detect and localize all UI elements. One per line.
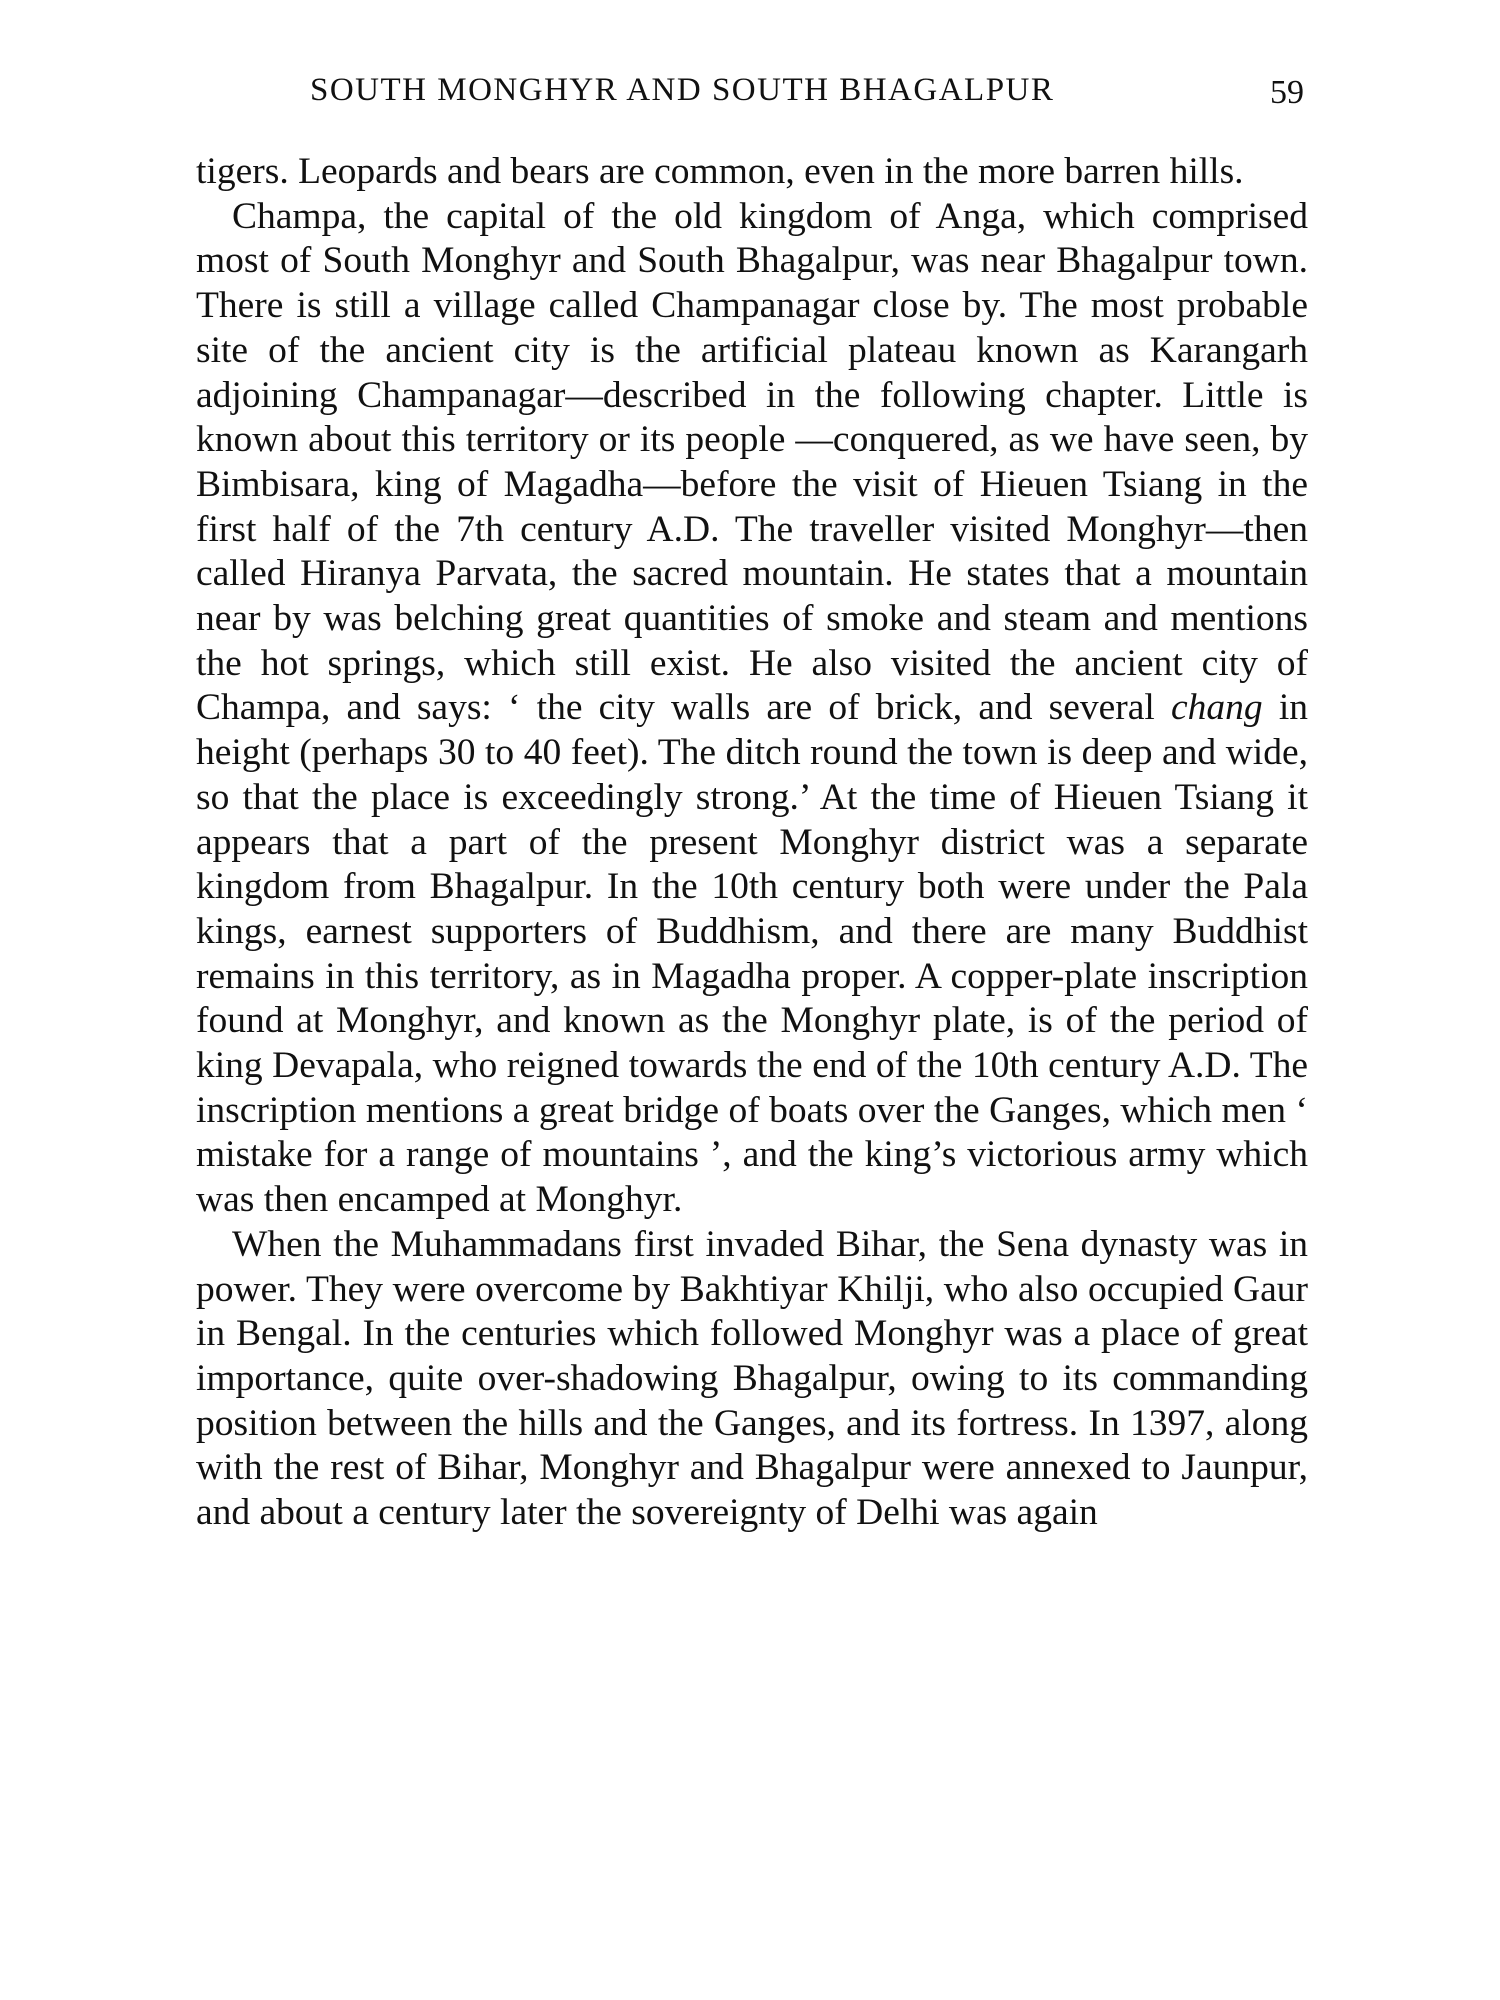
page-number: 59 (1270, 74, 1304, 111)
paragraph-3-text: When the Muhammadans first invaded Bihar, the Sena dynasty was in power. They were overcome by Bakhtiyar Khilji, who also occupied Gaur in Bengal. In the centuries which followed Monghyr was a place of great importance, quite over-shadowing Bhagalpur, owing to its commanding position between the hills and the Ganges, and its fortress. In 1397, along with the rest of Bihar, Monghyr and Bhagalpur were annexed to Jaunpur, and about a century later the sovereignty of Delhi was again (196, 1223, 1308, 1534)
running-title: SOUTH MONGHYR AND SOUTH BHAGALPUR (310, 72, 1055, 108)
paragraph-2-text-a: Champa, the capital of the old kingdom of Anga, which comprised most of South Monghyr and South Bhagalpur, was near Bhagalpur town. There is still a village called Champanagar close by. The most probable site of the ancient city is the artificial plateau known as Karangarh adjoining Champanagar—described in the following chapter. Little is known about this territory or its people —conquered, as we have seen, by Bimbisara, king of Magadha—before the visit of Hieuen Tsiang in the first half of the 7th century A.D. The traveller visited Monghyr—then called Hiranya Parvata, the sacred mountain. He states that a mountain near by was belching great quantities of smoke and steam and mentions the hot springs, which still exist. He also visited the ancient city of Champa, and says: ‘ the city walls are of brick, and several (196, 195, 1308, 729)
italic-term-chang: chang (1171, 687, 1263, 729)
paragraph-1-text: tigers. Leopards and bears are common, even in the more barren hills. (196, 151, 1244, 192)
body-text (196, 150, 1308, 1536)
paragraph-2-text-b: in height (perhaps 30 to 40 feet). The ditch round the town is deep and wide, so that the place is exceedingly strong.’ At the time of Hieuen Tsiang it appears that a part of the present Monghyr district was a separate kingdom from Bhagalpur. In the 10th century both were under the Pala kings, earnest supporters of Buddhism, and there are many Buddhist remains in this territory, as in Magadha proper. A copper-plate inscription found at Monghyr, and known as the Monghyr plate, is of the period of king Devapala, who reigned towards the end of the 10th century A.D. The inscription mentions a great bridge of boats over the Ganges, which men ‘ mistake for a range of mountains ’, and the king’s victorious army which was then encamped at Monghyr. (196, 687, 1308, 1221)
paragraph-continued (196, 150, 1308, 195)
paragraph-muhammadans (196, 1223, 1308, 1536)
paragraph-champa (196, 195, 1308, 1223)
running-header (310, 72, 1310, 122)
